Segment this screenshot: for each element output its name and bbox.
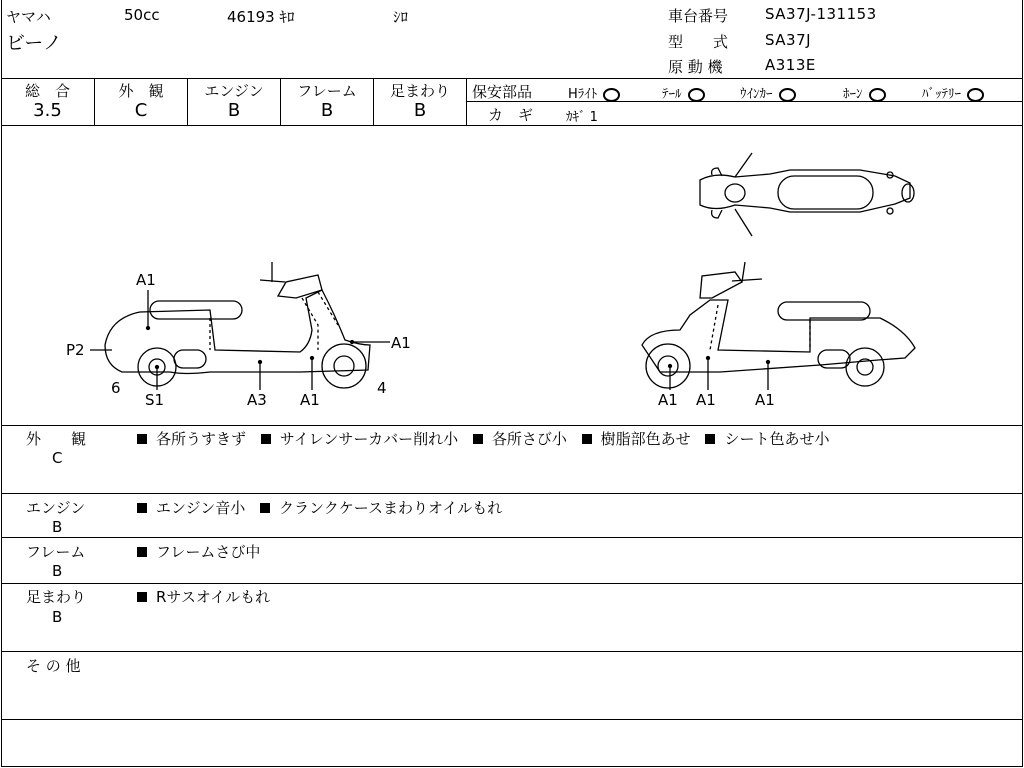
section-title-engine: エンジン [26, 499, 86, 517]
section-title-other: そ の 他 [26, 657, 81, 675]
bullet-square-icon [137, 434, 147, 444]
safety-item-label: ｳｲﾝｶｰ [740, 87, 773, 102]
safety-item-label: ﾊﾞｯﾃﾘｰ [922, 87, 961, 102]
grade-overall: 3.5 [33, 100, 62, 121]
damage-label: A1 [300, 391, 320, 409]
mileage-value: 46193 [227, 8, 275, 26]
note-item [137, 428, 246, 449]
note-text: シート色あせ小 [724, 430, 830, 448]
note-text: エンジン音小 [156, 499, 246, 517]
engine-value: A313E [765, 56, 816, 74]
note-text: 樹脂部色あせ [600, 430, 691, 448]
note-item [582, 428, 691, 449]
maker-name: ヤマハ [6, 8, 51, 26]
damage-label: A1 [755, 391, 775, 409]
divider [1, 537, 1022, 538]
section-title-suspension: 足まわり [26, 588, 87, 606]
note-item [473, 428, 567, 449]
key-label: カ ギ [488, 106, 534, 124]
divider [1, 719, 1022, 720]
section-title-frame: フレーム [26, 543, 86, 561]
color: ｼﾛ [393, 8, 409, 26]
grade-header-frame: フレーム [297, 82, 357, 100]
divider [1, 583, 1022, 584]
mileage-unit: ｷﾛ [279, 8, 295, 26]
damage-label: A1 [136, 271, 156, 289]
divider [1, 651, 1022, 652]
notes-engine [137, 497, 512, 518]
displacement: 50cc [124, 6, 160, 24]
grade-engine: B [227, 100, 241, 121]
engine-label: 原 動 機 [668, 58, 723, 76]
key-value: ｶｷﾞ 1 [566, 110, 598, 125]
damage-label: A1 [391, 334, 411, 352]
scooter-left-side-icon [90, 262, 390, 390]
safety-item-label: ﾃｰﾙ [662, 87, 682, 102]
safety-item-label: ﾎｰﾝ [843, 87, 863, 102]
grade-exterior: C [134, 100, 148, 121]
grade-header-engine: エンジン [204, 82, 264, 100]
damage-label: 4 [377, 379, 387, 397]
safety-item-label: Hﾗｲﾄ [568, 87, 598, 102]
note-text: サイレンサーカバー削れ小 [279, 430, 459, 448]
frame-no: SA37J-131153 [765, 5, 877, 23]
grade-frame: B [320, 100, 334, 121]
divider [1, 493, 1022, 494]
scooter-right-side-icon [642, 262, 915, 390]
bullet-square-icon [260, 503, 270, 513]
note-item [261, 428, 458, 449]
type-label: 型 式 [668, 33, 729, 51]
damage-label: A1 [658, 391, 678, 409]
bullet-square-icon [137, 547, 147, 557]
damage-label: P2 [66, 341, 85, 359]
note-text: 各所うすきず [156, 430, 247, 448]
damage-label: 6 [111, 379, 121, 397]
note-item [137, 586, 270, 607]
note-item [137, 541, 260, 562]
section-grade-engine: B [52, 518, 63, 536]
note-item [260, 497, 502, 518]
note-text: Rサスオイルもれ [156, 588, 271, 606]
section-grade-frame: B [52, 562, 63, 580]
safety-label: 保安部品 [472, 83, 533, 101]
bullet-square-icon [582, 434, 592, 444]
bullet-square-icon [473, 434, 483, 444]
bullet-square-icon [261, 434, 271, 444]
section-grade-exterior: C [52, 449, 63, 467]
section-title-exterior: 外 観 [26, 430, 87, 448]
damage-label: A3 [247, 391, 267, 409]
damage-label: S1 [145, 391, 165, 409]
note-item [705, 428, 829, 449]
scooter-top-view-icon [700, 153, 914, 236]
bullet-square-icon [137, 592, 147, 602]
note-text: 各所さび小 [491, 430, 567, 448]
model-name: ビーノ [6, 32, 62, 54]
frame-no-label: 車台番号 [668, 7, 729, 25]
notes-exterior [137, 428, 839, 449]
section-grade-suspension: B [52, 608, 63, 626]
grade-header-overall: 総 合 [24, 82, 70, 100]
bullet-square-icon [137, 503, 147, 513]
note-text: フレームさび中 [156, 543, 261, 561]
note-item [137, 497, 245, 518]
damage-label: A1 [696, 391, 716, 409]
bullet-square-icon [705, 434, 715, 444]
grade-suspension: B [413, 100, 427, 121]
notes-frame [137, 541, 270, 562]
notes-suspension [137, 586, 280, 607]
grade-header-suspension: 足まわり [389, 82, 450, 100]
type-value: SA37J [765, 31, 812, 49]
grade-header-exterior: 外 観 [118, 82, 164, 100]
note-text: クランクケースまわりオイルもれ [279, 499, 503, 517]
